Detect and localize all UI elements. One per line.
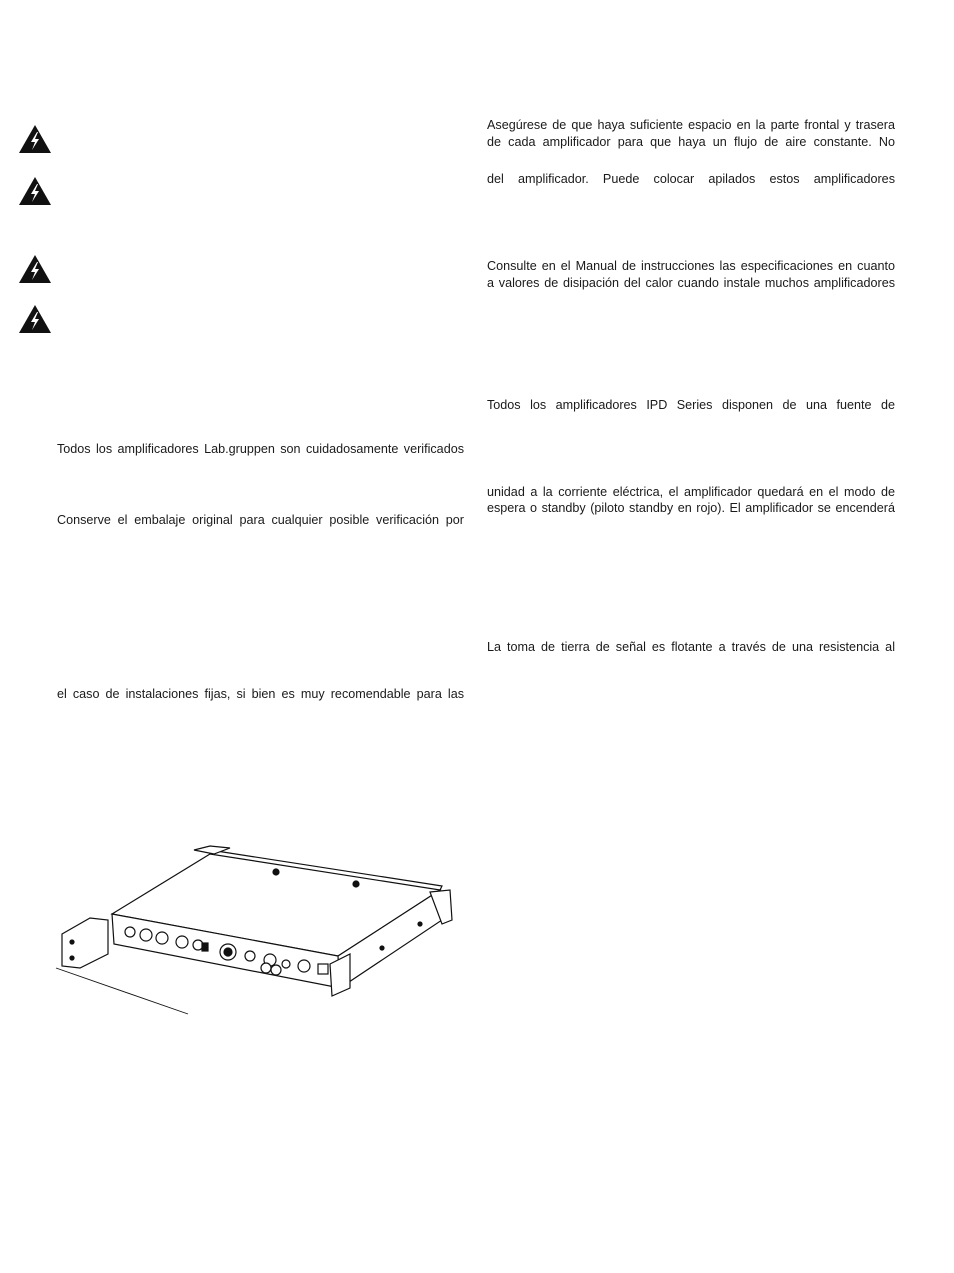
rack-amplifier-illustration — [50, 840, 470, 1020]
text-line: de cada amplificador para que haya un flujo de aire constante. No — [487, 135, 895, 149]
text-line: La toma de tierra de señal es flotante a través de una resistencia al — [487, 640, 895, 654]
text-line: el caso de instalaciones fijas, si bien es muy recomendable para las — [57, 687, 464, 701]
text-line: Todos los amplificadores IPD Series disponen de una fuente de — [487, 398, 895, 412]
text-line: Consulte en el Manual de instrucciones las especificaciones en cuanto — [487, 259, 895, 273]
warning-icon — [18, 124, 52, 154]
text-line: Conserve el embalaje original para cualquier posible verificación por — [57, 513, 464, 527]
warning-icon — [18, 176, 52, 206]
text-line: unidad a la corriente eléctrica, el amplificador quedará en el modo de — [487, 485, 895, 499]
text-line: espera o standby (piloto standby en rojo). El amplificador se encenderá — [487, 501, 895, 515]
text-line: Asegúrese de que haya suficiente espacio en la parte frontal y trasera — [487, 118, 895, 132]
text-line: a valores de disipación del calor cuando instale muchos amplificadores — [487, 276, 895, 290]
warning-icon — [18, 304, 52, 334]
warning-icon — [18, 254, 52, 284]
text-line: Todos los amplificadores Lab.gruppen son cuidadosamente verificados — [57, 442, 464, 456]
text-line: del amplificador. Puede colocar apilados estos amplificadores — [487, 172, 895, 186]
